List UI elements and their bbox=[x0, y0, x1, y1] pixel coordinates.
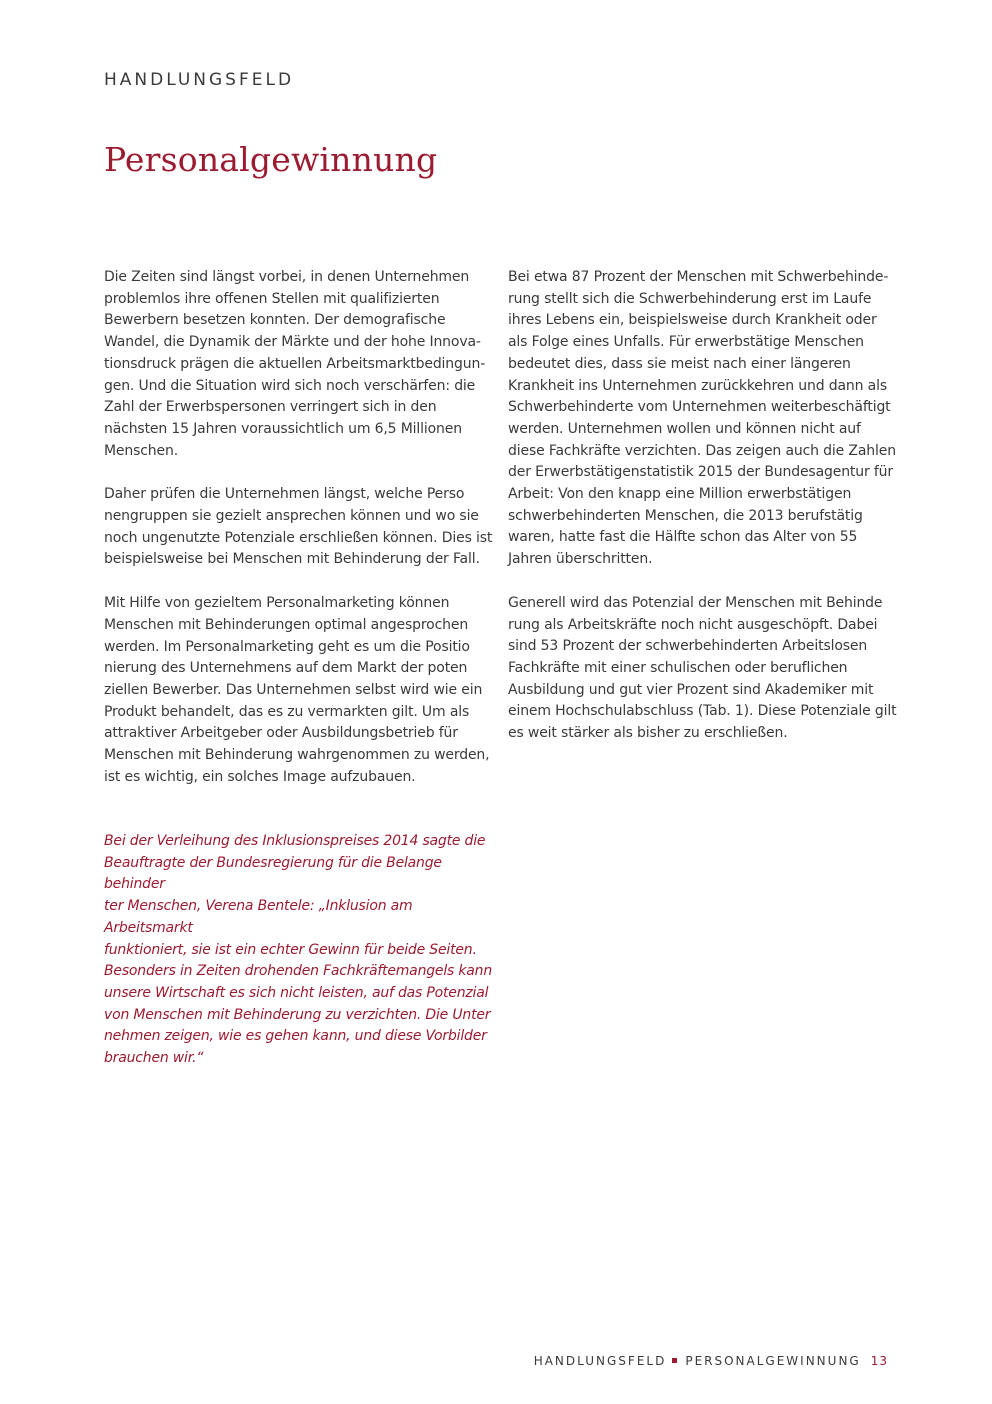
left-column bbox=[104, 267, 494, 810]
page-number: 13 bbox=[870, 1354, 888, 1368]
left-paragraph-1: Die Zeiten sind längst vorbei, in denen Unternehmen problemlos ihre offenen Stellen mit qualifizierten Bewerbern besetzen konnten. Der demografische Wandel, die Dynamik der Märkte und der hohe Innova- tionsdruck prägen die aktuellen Arbeitsmarktbedingun- gen. Und die Situation wird sich noch verschärfen: die Zahl der Erwerbspersonen verringert sich in den nächsten 15 Jahren voraussichtlich um 6,5 Millionen Menschen. bbox=[104, 269, 486, 459]
page-title: Personalgewinnung bbox=[104, 140, 438, 179]
right-paragraph-2: Generell wird das Potenzial der Menschen mit Behinde rung als Arbeitskräfte noch nicht ausgeschöpft. Dabei sind 53 Prozent der schwerbehinderten Arbeitslosen Fachkräfte mit einer schulischen oder beruflichen Ausbildung und gut vier Prozent sind Akademiker mit einem Hochschulabschluss (Tab. 1). Diese Potenziale gilt es weit stärker als bisher zu erschließen. bbox=[508, 594, 897, 742]
footer-separator-square-icon bbox=[672, 1358, 677, 1363]
pull-quote: Bei der Verleihung des Inklusionspreises 2014 sagte die Beauftragte der Bundesregierung für die Belange behinder ter Menschen, Verena Bentele: „Inklusion am Arbeitsmarkt funktioniert, sie ist ein echter Gewinn für beide Seiten. Besonders in Zeiten drohenden Fachkräftemangels kann unsere Wirtschaft es sich nicht leisten, auf das Potenzial von Menschen mit Behinderung zu verzichten. Die Unter nehmen zeigen, wie es gehen kann, und diese Vorbilder brauchen wir.“ bbox=[104, 833, 493, 1067]
right-paragraph-1: Bei etwa 87 Prozent der Menschen mit Schwerbehinde- rung stellt sich die Schwerbehinderung erst im Laufe ihres Lebens ein, beispielsweise durch Krankheit oder als Folge eines Unfalls. Für erwerbstätige Menschen bedeutet dies, dass sie meist nach einer längeren Krankheit ins Unternehmen zurückkehren und dann als Schwerbehinderte vom Unternehmen weiterbeschäftigt werden. Unternehmen wollen und können nicht auf diese Fachkräfte verzichten. Das zeigen auch die Zahlen der Erwerbstätigenstatistik 2015 der Bundesagentur für Arbeit: Von den knapp eine Million erwerbstätigen schwerbehinderten Menschen, die 2013 berufstätig waren, hatte fast die Hälfte schon das Alter von 55 Jahren überschritten. bbox=[508, 269, 896, 568]
left-paragraph-3: Mit Hilfe von gezieltem Personalmarketing können Menschen mit Behinderungen optimal angesprochen werden. Im Personalmarketing geht es um die Positio nierung des Unternehmens auf dem Markt der poten ziellen Bewerber. Das Unternehmen selbst wird wie ein Produkt behandelt, das es zu vermarkten gilt. Um als attraktiver Arbeitgeber oder Ausbildungsbetrieb für Menschen mit Behinderung wahrgenommen zu werden, ist es wichtig, ein solches Image aufzubauen. bbox=[104, 595, 490, 785]
left-paragraph-2: Daher prüfen die Unternehmen längst, welche Perso nengruppen sie gezielt ansprechen können und wo sie noch ungenutzte Potenziale erschließen können. Dies ist beispielsweise bei Menschen mit Behinderung der Fall. bbox=[104, 486, 493, 568]
page-footer bbox=[534, 1354, 888, 1368]
section-kicker: HANDLUNGSFELD bbox=[104, 70, 295, 90]
right-column bbox=[508, 267, 898, 767]
footer-section: HANDLUNGSFELD bbox=[533, 1354, 667, 1368]
footer-chapter: PERSONALGEWINNUNG bbox=[685, 1354, 861, 1368]
